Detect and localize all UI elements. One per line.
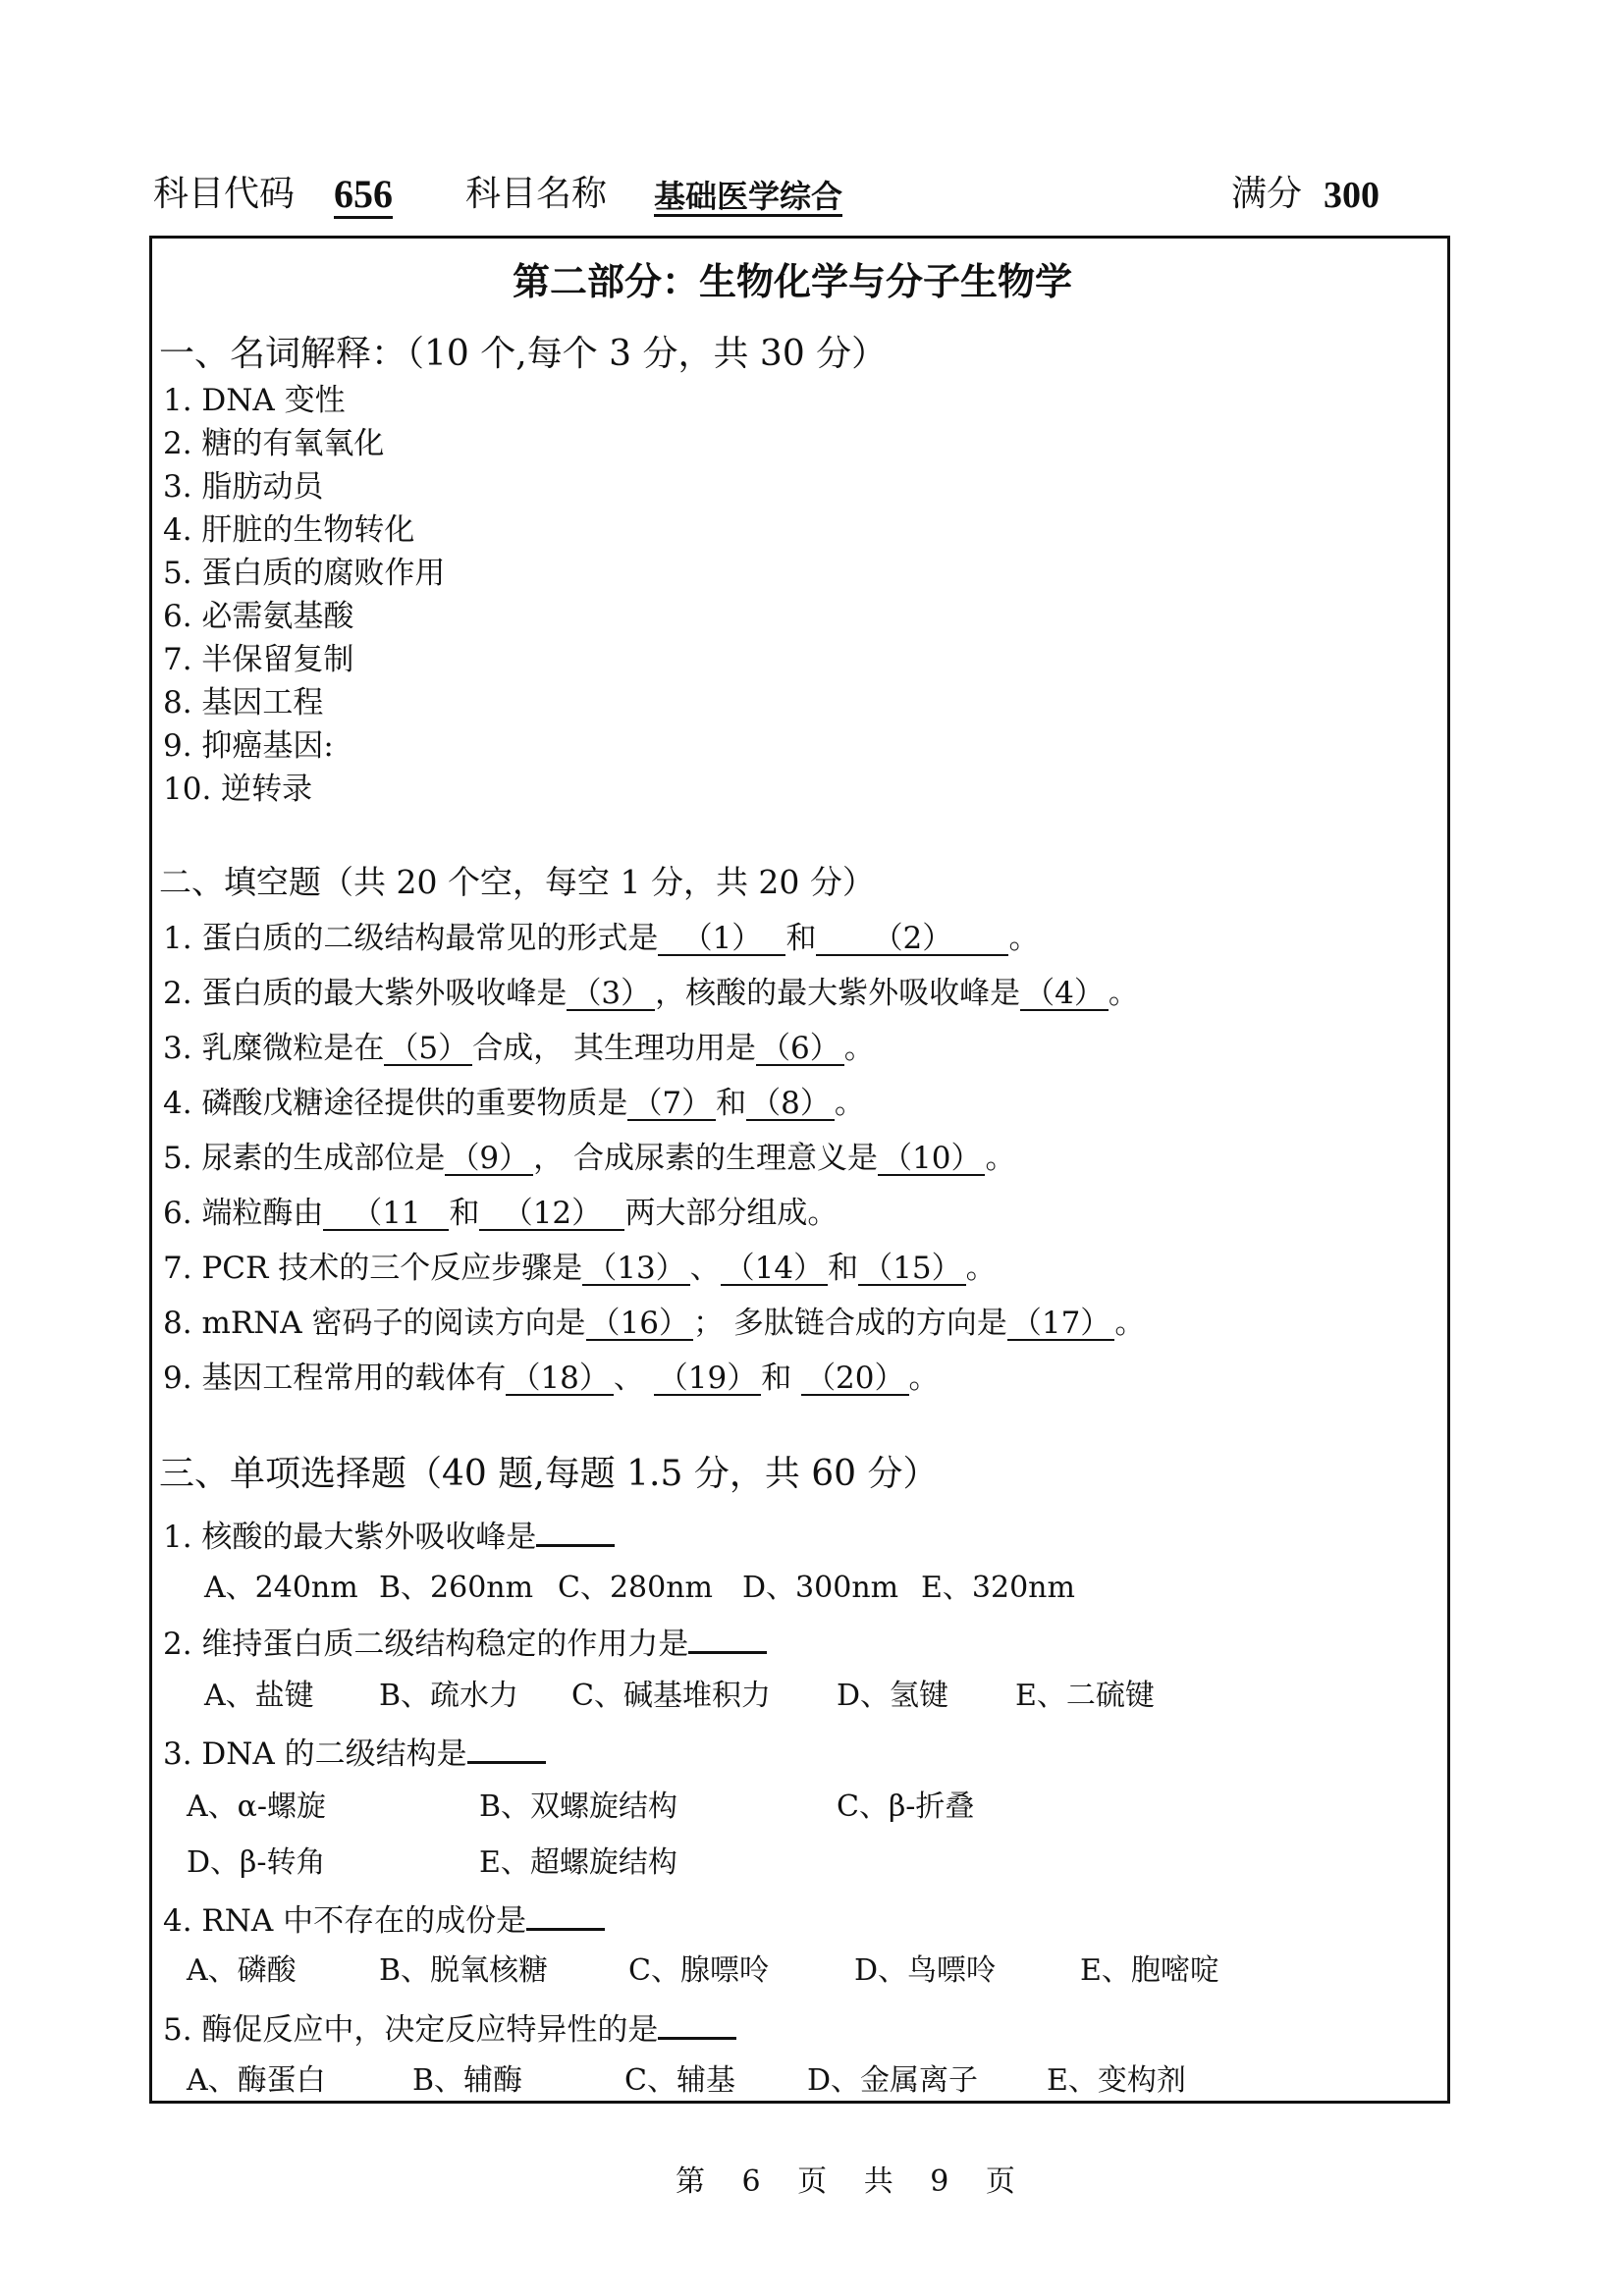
question-stem: 1. 核酸的最大紫外吸收峰是 (163, 1520, 537, 1555)
choice-question (163, 2013, 736, 2046)
fill-item (163, 1308, 1145, 1341)
fill-text: mRNA 密码子的阅读方向是 (201, 1306, 586, 1341)
fill-blank[interactable]: （17） (1007, 1308, 1114, 1341)
fill-text: 。 (1008, 921, 1040, 956)
fill-blank[interactable]: （11 (323, 1199, 449, 1231)
term-item: 5. 蛋白质的腐败作用 (163, 556, 446, 591)
option-b[interactable]: B、脱氧核糖 (379, 1953, 549, 1988)
fill-blank[interactable]: （18） (506, 1363, 613, 1396)
fill-text: 和 (828, 1251, 859, 1286)
option-c[interactable]: C、辅基 (624, 2063, 735, 2098)
full-score-label: 满分 (1231, 174, 1303, 214)
fill-item (163, 921, 1040, 956)
fill-text: 蛋白质的二级结构最常见的形式是 (201, 921, 659, 956)
page-number: 第 6 页 共 9 页 (676, 2164, 1029, 2199)
option-d[interactable]: D、β-转角 (187, 1845, 326, 1880)
fill-text: 。 (1114, 1306, 1146, 1341)
fill-item-number: 4. (163, 1086, 192, 1121)
part-title: 第二部分：生物化学与分子生物学 (513, 259, 1073, 303)
fill-item (163, 1086, 865, 1121)
fill-text: 乳糜微粒是在 (201, 1031, 385, 1066)
fill-item (163, 1196, 839, 1231)
option-b[interactable]: B、260nm (379, 1571, 534, 1605)
answer-blank[interactable] (658, 2013, 736, 2040)
option-a[interactable]: A、酶蛋白 (187, 2063, 326, 2098)
subject-code-label: 科目代码 (153, 174, 296, 214)
fill-blank[interactable]: （6） (756, 1034, 844, 1066)
option-a[interactable]: A、盐键 (204, 1679, 314, 1713)
fill-blank[interactable]: （15） (858, 1254, 965, 1286)
fill-text: 。 (843, 1031, 875, 1066)
term-item: 3. 脂肪动员 (163, 469, 324, 505)
option-e[interactable]: E、超螺旋结构 (479, 1845, 677, 1880)
fill-blank[interactable]: （4） (1020, 979, 1109, 1011)
option-e[interactable]: E、320nm (921, 1571, 1075, 1605)
fill-text: 两大部分组成。 (624, 1196, 839, 1231)
term-item: 8. 基因工程 (163, 685, 324, 721)
fill-text: 。 (908, 1361, 940, 1396)
answer-blank[interactable] (467, 1737, 546, 1764)
section2-title: 二、填空题（共 20 个空，每空 1 分，共 20 分） (159, 863, 875, 901)
fill-blank[interactable]: （12） (479, 1199, 624, 1231)
fill-blank[interactable]: （1） (658, 924, 785, 956)
fill-item-number: 3. (163, 1031, 192, 1066)
fill-item-number: 1. (163, 921, 192, 956)
fill-text: 合成， 其生理功用是 (472, 1031, 757, 1066)
term-item: 6. 必需氨基酸 (163, 599, 354, 634)
fill-item-number: 6. (163, 1196, 192, 1231)
section1-title: 一、名词解释：（10 个,每个 3 分，共 30 分） (159, 334, 888, 374)
fill-text: 。 (965, 1251, 997, 1286)
answer-blank[interactable] (688, 1628, 767, 1654)
fill-text: 、 (613, 1361, 654, 1396)
fill-text: 。 (834, 1086, 865, 1121)
fill-text: 端粒酶由 (201, 1196, 324, 1231)
fill-text: 。 (1108, 976, 1139, 1011)
fill-blank[interactable]: （20） (801, 1363, 908, 1396)
fill-text: ，核酸的最大紫外吸收峰是 (655, 976, 1021, 1011)
fill-item-number: 9. (163, 1361, 192, 1396)
fill-blank[interactable]: （13） (582, 1254, 689, 1286)
term-item: 4. 肝脏的生物转化 (163, 512, 415, 548)
term-item: 7. 半保留复制 (163, 642, 354, 677)
choice-question (163, 1521, 615, 1553)
choice-question (163, 1628, 767, 1660)
fill-text: 和 (716, 1086, 747, 1121)
option-e[interactable]: E、变构剂 (1047, 2063, 1186, 2098)
option-a[interactable]: A、240nm (204, 1571, 358, 1605)
option-a[interactable]: A、α-螺旋 (187, 1789, 327, 1824)
option-b[interactable]: B、辅酶 (412, 2063, 523, 2098)
answer-blank[interactable] (536, 1521, 615, 1547)
fill-blank[interactable]: （2） (816, 924, 1008, 956)
fill-item (163, 1363, 940, 1396)
fill-blank[interactable]: （16） (586, 1308, 693, 1341)
option-c[interactable]: C、β-折叠 (837, 1789, 975, 1824)
fill-item (163, 1251, 997, 1286)
option-b[interactable]: B、疏水力 (379, 1679, 519, 1713)
fill-text: 磷酸戊糖途径提供的重要物质是 (201, 1086, 628, 1121)
fill-blank[interactable]: （8） (746, 1089, 835, 1121)
option-e[interactable]: E、胞嘧啶 (1080, 1953, 1219, 1988)
fill-item-number: 5. (163, 1141, 192, 1176)
term-item: 10. 逆转录 (163, 772, 313, 807)
term-item: 9. 抑癌基因: (163, 728, 334, 764)
option-c[interactable]: C、280nm (558, 1571, 713, 1605)
option-e[interactable]: E、二硫键 (1015, 1679, 1155, 1713)
subject-name-value: 基础医学综合 (654, 178, 843, 215)
fill-item (163, 1031, 875, 1066)
choice-question (163, 1737, 546, 1770)
full-score-value: 300 (1324, 175, 1380, 216)
question-stem: 3. DNA 的二级结构是 (163, 1736, 467, 1772)
fill-blank[interactable]: （5） (384, 1034, 472, 1066)
fill-text: 和 (761, 1361, 802, 1396)
option-d[interactable]: D、300nm (742, 1571, 899, 1605)
question-stem: 2. 维持蛋白质二级结构稳定的作用力是 (163, 1627, 689, 1662)
term-item: 1. DNA 变性 (163, 383, 346, 418)
fill-text: 尿素的生成部位是 (201, 1141, 446, 1176)
fill-blank[interactable]: （10） (878, 1144, 985, 1176)
fill-text: ； 多肽链合成的方向是 (693, 1306, 1007, 1341)
option-b[interactable]: B、双螺旋结构 (479, 1789, 678, 1824)
option-a[interactable]: A、磷酸 (187, 1953, 297, 1988)
answer-blank[interactable] (526, 1904, 605, 1931)
option-c[interactable]: C、碱基堆积力 (571, 1679, 771, 1713)
fill-item (163, 976, 1139, 1011)
section3-title: 三、单项选择题（40 题,每题 1.5 分，共 60 分） (159, 1454, 939, 1494)
term-item: 2. 糖的有氧氧化 (163, 426, 385, 461)
fill-blank[interactable]: （14） (721, 1254, 828, 1286)
option-d[interactable]: D、金属离子 (807, 2063, 979, 2098)
option-d[interactable]: D、鸟嘌呤 (854, 1953, 997, 1988)
fill-item-number: 2. (163, 976, 192, 1011)
fill-text: 和 (785, 921, 817, 956)
question-stem: 5. 酶促反应中，决定反应特异性的是 (163, 2012, 659, 2048)
fill-item-number: 7. (163, 1251, 192, 1286)
option-c[interactable]: C、腺嘌呤 (628, 1953, 769, 1988)
fill-text: ， 合成尿素的生理意义是 (533, 1141, 879, 1176)
option-d[interactable]: D、氢键 (837, 1679, 949, 1713)
fill-text: PCR 技术的三个反应步骤是 (201, 1251, 583, 1286)
fill-blank[interactable]: （3） (567, 979, 655, 1011)
subject-code-value: 656 (334, 175, 393, 219)
fill-text: 和 (449, 1196, 480, 1231)
fill-item (163, 1141, 1016, 1176)
fill-blank[interactable]: （7） (627, 1089, 716, 1121)
fill-text: 、 (689, 1251, 721, 1286)
fill-text: 。 (985, 1141, 1016, 1176)
subject-name-label: 科目名称 (465, 174, 608, 214)
fill-text: 基因工程常用的载体有 (201, 1361, 507, 1396)
fill-blank[interactable]: （9） (445, 1144, 533, 1176)
question-stem: 4. RNA 中不存在的成份是 (163, 1903, 527, 1939)
fill-blank[interactable]: （19） (654, 1363, 761, 1396)
fill-item-number: 8. (163, 1306, 192, 1341)
fill-text: 蛋白质的最大紫外吸收峰是 (201, 976, 568, 1011)
choice-question (163, 1904, 605, 1937)
